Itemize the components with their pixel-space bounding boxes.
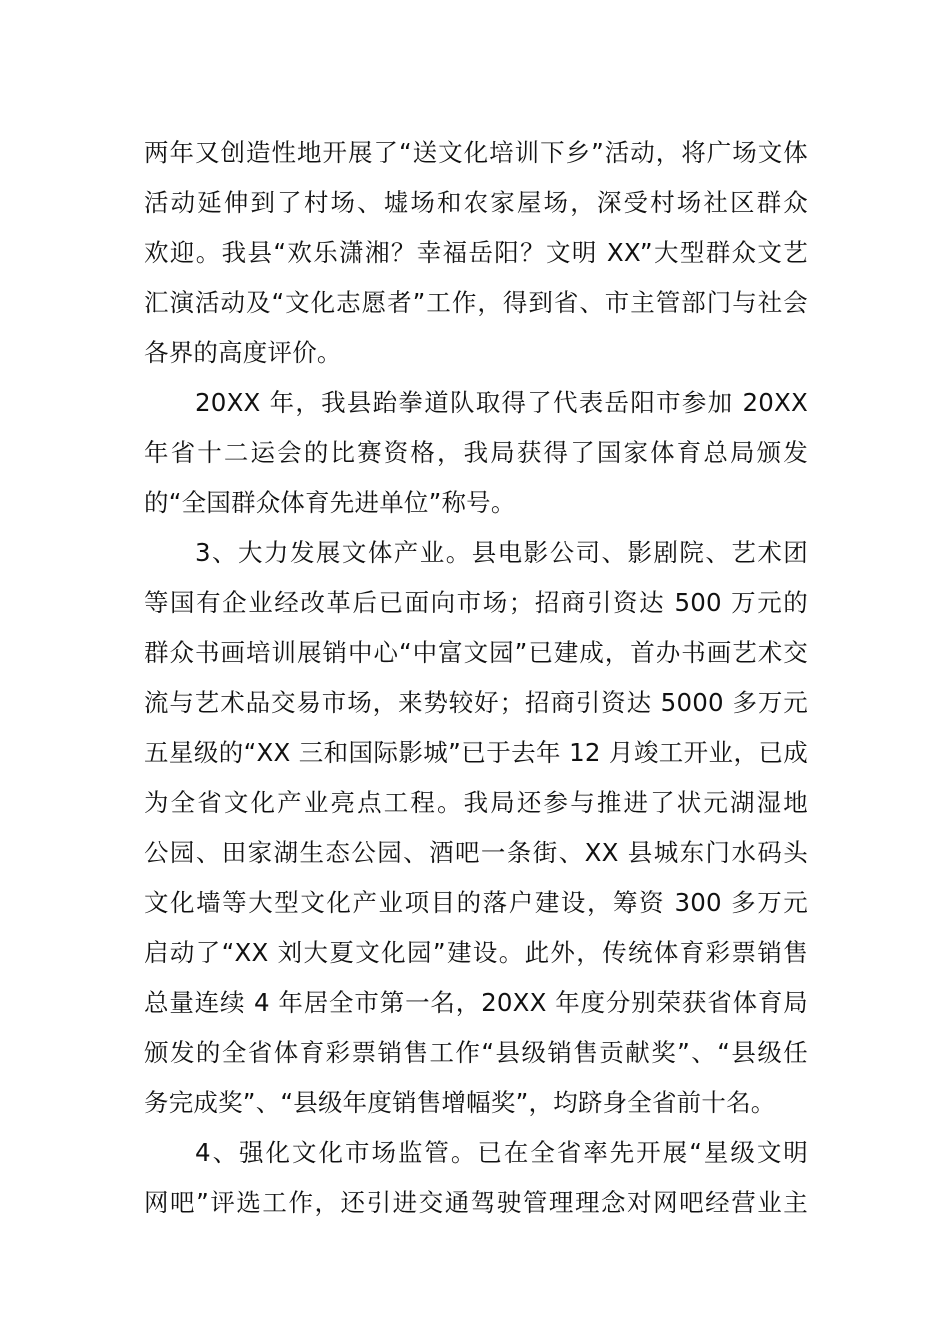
text-line: 的“全国群众体育先进单位”称号。	[144, 488, 516, 517]
text-line: 为全省文化产业亮点工程。我局还参与推进了状元湖湿地	[144, 788, 808, 817]
text-line: 启动了“XX 刘大夏文化园”建设。此外，传统体育彩票销售	[144, 938, 808, 967]
text-line: 汇演活动及“文化志愿者”工作，得到省、市主管部门与社会	[144, 288, 808, 317]
text-line: 20XX 年，我县跆拳道队取得了代表岳阳市参加 20XX	[195, 388, 808, 417]
text-line: 活动延伸到了村场、墟场和农家屋场，深受村场社区群众	[144, 188, 808, 217]
text-line: 群众书画培训展销中心“中富文园”已建成，首办书画艺术交	[144, 638, 808, 667]
text-line: 年省十二运会的比赛资格，我局获得了国家体育总局颁发	[144, 438, 808, 467]
text-line: 4、强化文化市场监管。已在全省率先开展“星级文明	[195, 1138, 808, 1167]
text-line: 等国有企业经改革后已面向市场；招商引资达 500 万元的	[144, 588, 808, 617]
text-line: 欢迎。我县“欢乐潇湘？幸福岳阳？文明 XX”大型群众文艺	[144, 238, 808, 267]
text-line: 颁发的全省体育彩票销售工作“县级销售贡献奖”、“县级任	[144, 1038, 808, 1067]
body-text	[144, 128, 808, 1228]
text-line: 各界的高度评价。	[144, 338, 342, 367]
text-line: 五星级的“XX 三和国际影城”已于去年 12 月竣工开业，已成	[144, 738, 808, 767]
text-line: 务完成奖”、“县级年度销售增幅奖”，均跻身全省前十名。	[144, 1088, 776, 1117]
text-line: 文化墙等大型文化产业项目的落户建设，筹资 300 多万元	[144, 888, 808, 917]
text-line: 3、大力发展文体产业。县电影公司、影剧院、艺术团	[195, 538, 808, 567]
text-line: 流与艺术品交易市场，来势较好；招商引资达 5000 多万元	[144, 688, 808, 717]
text-line: 网吧”评选工作，还引进交通驾驶管理理念对网吧经营业主	[144, 1188, 808, 1217]
text-line: 公园、田家湖生态公园、酒吧一条街、XX 县城东门水码头	[144, 838, 808, 867]
text-line: 两年又创造性地开展了“送文化培训下乡”活动，将广场文体	[144, 138, 808, 167]
text-line: 总量连续 4 年居全市第一名，20XX 年度分别荣获省体育局	[144, 988, 808, 1017]
